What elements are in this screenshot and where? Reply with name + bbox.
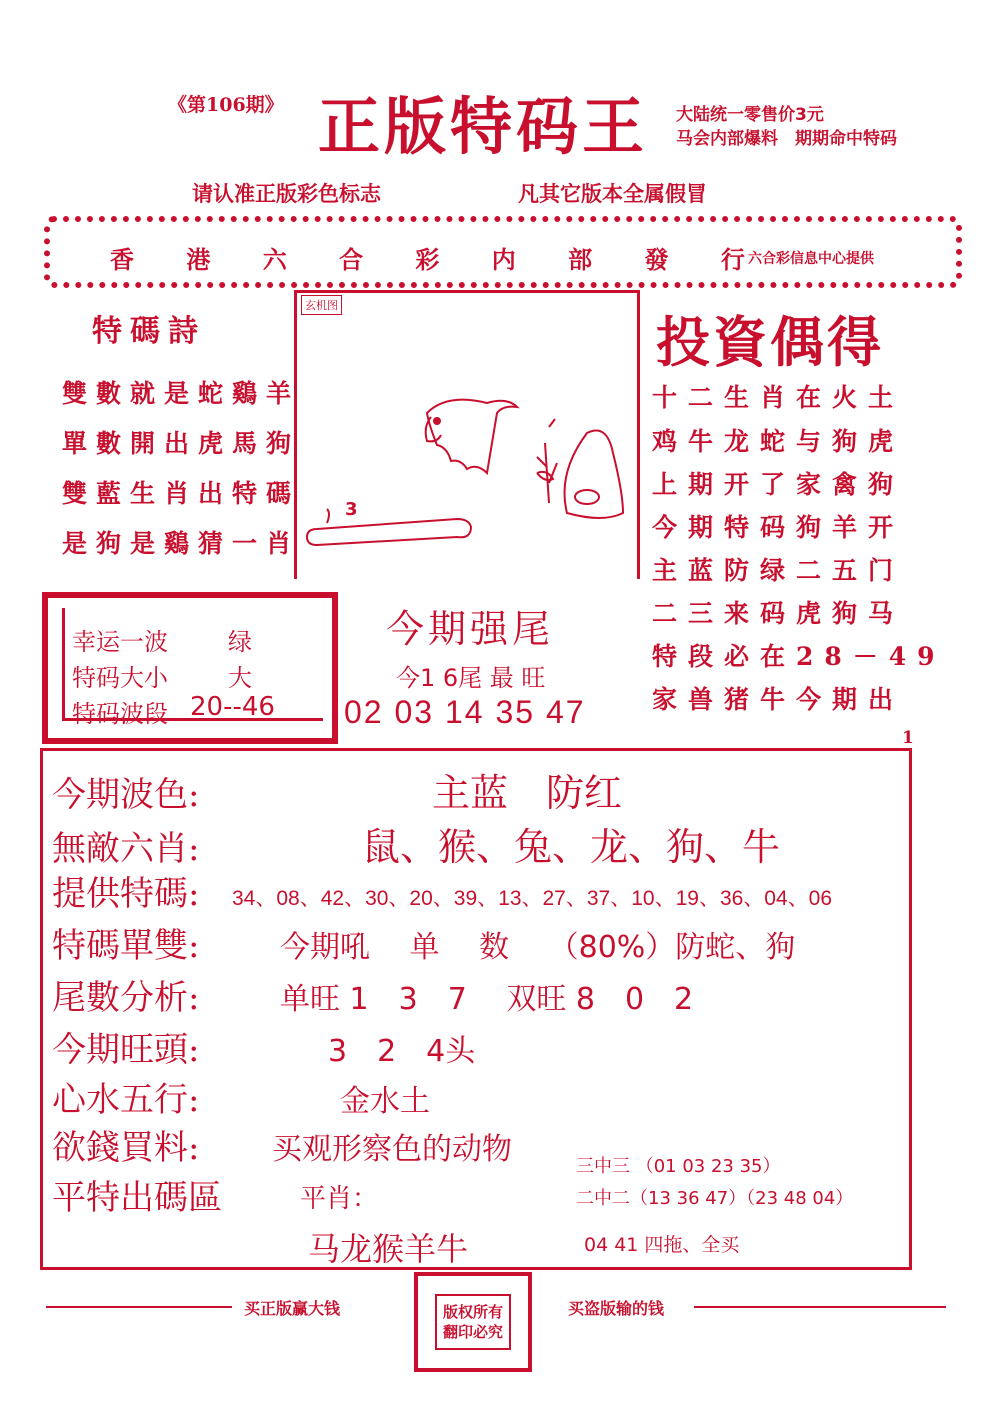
flat-line: 二中二（13 36 47）（23 48 04）	[576, 1188, 854, 1209]
tail-numbers: 02 03 14 35 47	[344, 694, 586, 730]
row-label: 欲錢買料:	[52, 1128, 200, 1168]
lucky-value: 大	[228, 664, 252, 692]
lucky-label: 幸运一波	[72, 628, 168, 656]
flat-label: 平特出碼區	[52, 1178, 222, 1218]
notice-right: 凡其它版本全属假冒	[518, 182, 707, 206]
copyright-line: 版权所有	[442, 1303, 503, 1321]
copyright-stamp	[414, 1272, 532, 1372]
footer-rule-left	[46, 1306, 232, 1308]
row-label: 尾數分析:	[52, 978, 200, 1018]
investment-line: 上期开了家禽狗	[652, 470, 905, 499]
footer-rule-right	[694, 1306, 946, 1308]
row-buy-info	[52, 1120, 512, 1169]
picture-stamp: 玄机图	[301, 295, 342, 315]
investment-line: 十二生肖在火土	[652, 383, 905, 412]
masthead-title: 正版特码王	[318, 90, 649, 163]
retail-price: 大陆统一零售价3元	[676, 105, 824, 125]
footer-left: 买正版赢大钱	[244, 1299, 341, 1318]
lucky-label: 特码波段	[72, 700, 168, 728]
banner-title: 香 港 六 合 彩 内 部 發 行	[110, 245, 767, 274]
row-five-elements	[52, 1072, 430, 1121]
footer-right: 买盗版输的钱	[568, 1299, 665, 1318]
lucky-value: 绿	[228, 628, 252, 656]
investment-line: 二三来码虎狗马	[652, 599, 905, 628]
row-hot-head	[52, 1022, 475, 1071]
row-value: 主蓝 防红	[432, 771, 623, 815]
row-label: 今期旺頭:	[52, 1030, 200, 1070]
row-value: 34、08、42、30、20、39、13、27、37、10、19、36、04、06	[232, 887, 833, 910]
investment-line: 鸡牛龙蛇与狗虎	[652, 427, 905, 456]
flat-line: 三中三 （01 03 23 35）	[576, 1156, 781, 1177]
investment-title: 投資偶得	[656, 310, 884, 374]
row-label: 今期波色:	[52, 775, 200, 815]
poem-line: 雙藍生肖出特碼	[62, 479, 301, 508]
copyright-stamp-inner	[435, 1294, 511, 1350]
row-odd-even	[52, 918, 795, 967]
row-value: 3 2 4头	[328, 1034, 476, 1069]
flat-line: 04 41 四拖、全买	[584, 1234, 740, 1256]
poem-line: 雙數就是蛇鷄羊	[62, 379, 301, 408]
row-wave-color	[52, 762, 622, 817]
picture-number: 3	[345, 499, 358, 520]
row-tail-analysis	[52, 970, 693, 1019]
row-value: 鼠、猴、兔、龙、狗、牛	[362, 825, 781, 869]
slogan: 马会内部爆料 期期命中特码	[676, 129, 897, 149]
investment-line: 主蓝防绿二五门	[652, 556, 905, 585]
row-value: 今期吼 单 数 （80%）防蛇、狗	[280, 930, 796, 965]
lucky-value: 20--46	[190, 692, 275, 722]
investment-line: 家兽猪牛今期出	[652, 685, 905, 714]
poem-line: 單數開出虎馬狗	[62, 429, 301, 458]
banner-credit: 六合彩信息中心提供	[748, 251, 874, 267]
flat-animals: 马龙猴羊牛	[308, 1230, 469, 1268]
row-value: 金水土	[340, 1084, 430, 1119]
bat-and-stone-drawing	[297, 293, 637, 579]
row-value: 买观形察色的动物	[272, 1132, 512, 1167]
tail-sub: 今1 6尾 最 旺	[396, 664, 546, 692]
poem-title: 特碼詩	[92, 314, 206, 349]
flat-sub: 平肖：	[300, 1184, 379, 1214]
row-label: 無敵六肖:	[52, 829, 200, 869]
lucky-label: 特码大小	[72, 664, 168, 692]
investment-line: 特段必在28－49	[652, 642, 946, 671]
tail-title: 今期强尾	[386, 607, 555, 651]
row-special-numbers	[52, 866, 832, 915]
row-six-zodiac	[52, 816, 780, 871]
row-label: 特碼單雙:	[52, 926, 200, 966]
row-value: 单旺 1 3 7 双旺 8 0 2	[280, 982, 694, 1017]
picture-frame	[294, 290, 640, 579]
row-label: 提供特碼:	[52, 874, 200, 914]
row-label: 心水五行:	[52, 1080, 200, 1120]
investment-line: 今期特码狗羊开	[652, 513, 905, 542]
page-number: 1	[902, 728, 914, 748]
poem-line: 是狗是鷄猜一肖	[62, 529, 301, 558]
copyright-line: 翻印必究	[442, 1323, 503, 1341]
issue-number: 《第106期》	[168, 94, 284, 116]
notice-left: 请认准正版彩色标志	[192, 182, 381, 206]
